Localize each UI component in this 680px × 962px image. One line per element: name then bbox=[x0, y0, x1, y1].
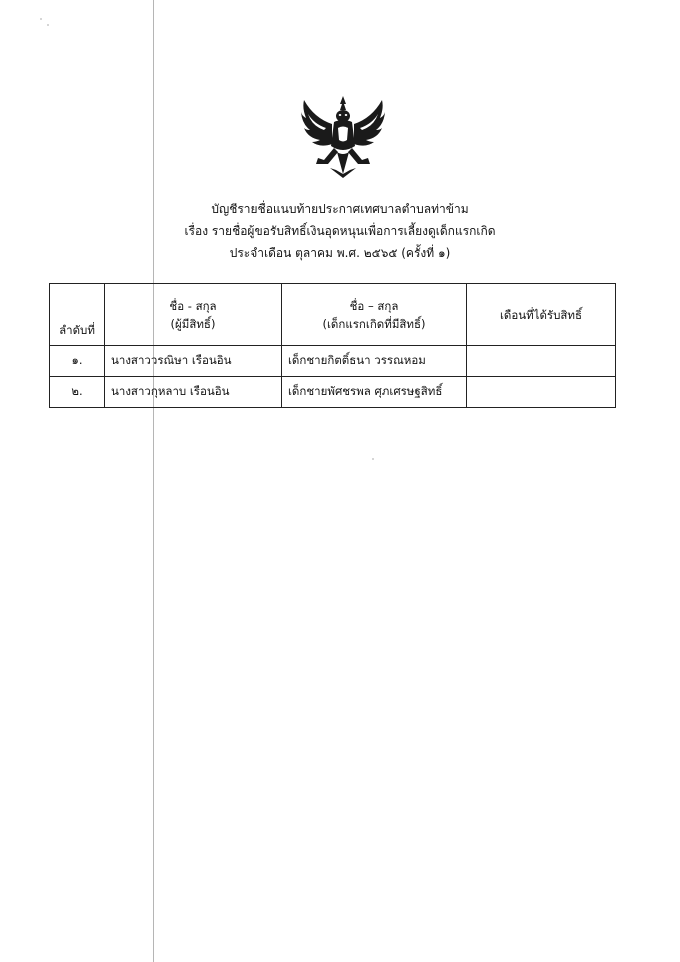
row-number: ๑. bbox=[50, 346, 105, 377]
header-title: บัญชีรายชื่อแนบท้ายประกาศเทศบาลตำบลท่าข้าม bbox=[211, 202, 469, 216]
table-row bbox=[50, 377, 616, 408]
child-name: เด็กชายพัศชรพล ศุภเศรษฐสิทธิ์ bbox=[282, 377, 467, 408]
scan-speck bbox=[47, 24, 49, 26]
header-claimant-note: (ผู้มีสิทธิ์) bbox=[170, 316, 216, 331]
claimant-name: นางสาวกุหลาบ เรือนอิน bbox=[105, 377, 282, 408]
header-child-note: (เด็กแรกเกิดที่มีสิทธิ์) bbox=[322, 316, 426, 331]
child-name: เด็กชายกิตติ์ธนา วรรณหอม bbox=[282, 346, 467, 377]
header-subject: เรื่อง รายชื่อผู้ขอรับสิทธิ์เงินอุดหนุนเพื่อการเลี้ยงดูเด็กแรกเกิด bbox=[184, 224, 496, 238]
document-header bbox=[150, 198, 530, 264]
recipient-table bbox=[49, 283, 616, 408]
scan-fold-line bbox=[153, 0, 154, 962]
header-claimant bbox=[105, 284, 282, 346]
header-claimant-name: ชื่อ - สกุล bbox=[169, 298, 217, 313]
table-row bbox=[50, 346, 616, 377]
header-child-name: ชื่อ – สกุล bbox=[349, 298, 399, 313]
header-month: เดือนที่ได้รับสิทธิ์ bbox=[467, 284, 616, 346]
entitled-month bbox=[467, 346, 616, 377]
claimant-name: นางสาววรณิษา เรือนอิน bbox=[105, 346, 282, 377]
scan-speck bbox=[40, 18, 42, 20]
table-header-row bbox=[50, 284, 616, 346]
entitled-month bbox=[467, 377, 616, 408]
garuda-emblem bbox=[300, 94, 386, 180]
header-child bbox=[282, 284, 467, 346]
header-period: ประจำเดือน ตุลาคม พ.ศ. ๒๕๖๕ (ครั้งที่ ๑) bbox=[229, 246, 451, 260]
row-number: ๒. bbox=[50, 377, 105, 408]
scan-speck bbox=[372, 458, 374, 460]
header-order: ลำดับที่ bbox=[50, 284, 105, 346]
